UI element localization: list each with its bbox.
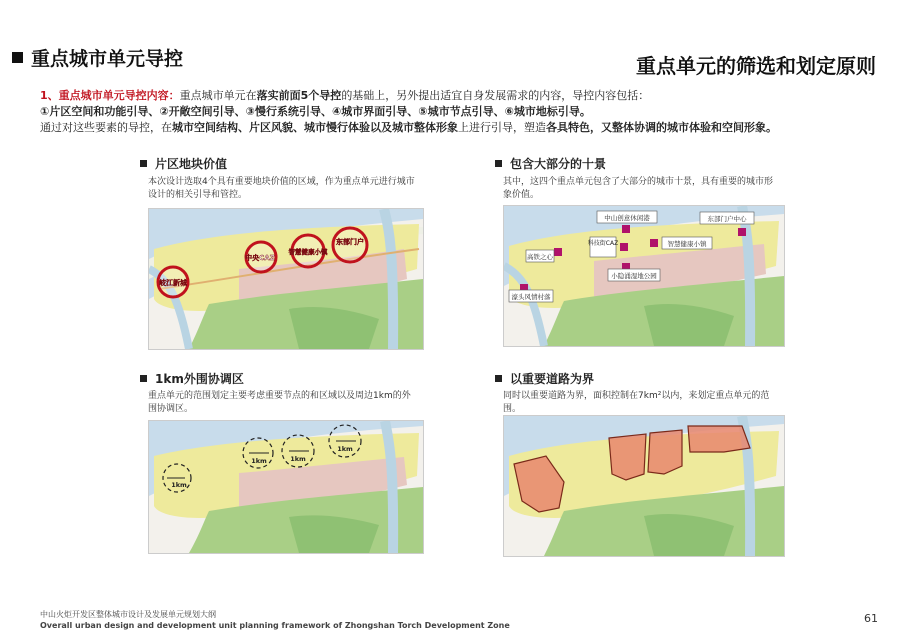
intro-text: 重点城市单元在 xyxy=(179,89,257,102)
page-heading: 重点单元的筛选和划定原则 xyxy=(636,54,876,78)
intro-bold: 城市空间结构、片区风貌、城市慢行体验以及城市整体形象 xyxy=(172,121,458,134)
intro-bold: 各具特色，又整体协调的城市体验和空间形象。 xyxy=(546,121,777,134)
map-label: 东部门户中心 xyxy=(707,215,747,223)
panel-description: 重点单元的范围划定主要考虑重要节点的和区域以及周边1km的外围协调区。 xyxy=(148,391,411,414)
panel-title xyxy=(495,155,606,172)
unit-boundary xyxy=(648,430,682,474)
scene-marker xyxy=(622,225,630,233)
panel-title-text: 片区地块价值 xyxy=(155,157,228,171)
map-road-boundary xyxy=(503,415,785,557)
map-plot-value xyxy=(148,208,424,350)
intro-text: 通过对这些要素的导控，在 xyxy=(40,121,172,134)
map-label: 智慧健康小镇 xyxy=(288,248,328,256)
panel-title xyxy=(495,370,594,387)
map-label: 中央CAZ xyxy=(245,254,275,262)
section-title-text: 重点城市单元导控 xyxy=(31,48,184,70)
footer-en: Overall urban design and development unit planning framework of Zhongshan Torch Development Zone xyxy=(40,621,510,630)
panel-title xyxy=(140,370,244,387)
intro-bold: ①片区空间和功能引导、②开敞空间引导、③慢行系统引导、④城市界面引导、⑤城市节点引导、⑥城市地标引导。 xyxy=(40,105,591,118)
unit-boundary xyxy=(609,434,646,480)
square-bullet-icon xyxy=(495,160,502,167)
map-label: 1km xyxy=(337,445,353,453)
square-bullet-icon xyxy=(12,52,23,63)
scene-marker xyxy=(650,239,658,247)
map-label: 小隐涌湿地公园 xyxy=(611,272,657,280)
intro-paragraph xyxy=(40,88,880,136)
map-label: 1km xyxy=(290,455,306,463)
unit-boundary xyxy=(688,426,750,452)
square-bullet-icon xyxy=(495,375,502,382)
panel-description: 同时以重要道路为界，面积控制在7km²以内，来划定重点单元的范围。 xyxy=(503,391,770,414)
scene-marker xyxy=(738,228,746,236)
map-label: 中山创意休闲港 xyxy=(604,214,650,222)
panel-title-text: 包含大部分的十景 xyxy=(510,157,607,171)
intro-line-3 xyxy=(40,120,880,136)
panel-title-text: 1km外围协调区 xyxy=(155,372,244,386)
scene-marker xyxy=(620,243,628,251)
intro-line-2 xyxy=(40,104,880,120)
square-bullet-icon xyxy=(140,375,147,382)
map-label: 东部门户 xyxy=(336,238,364,246)
panel-description: 其中，这四个重点单元包含了大部分的城市十景，具有重要的城市形象价值。 xyxy=(503,177,774,200)
intro-text: 上进行引导，塑造 xyxy=(458,121,546,134)
map-label: 智慧健康小镇 xyxy=(667,240,707,248)
intro-line-1 xyxy=(40,88,880,104)
panel-title-text: 以重要道路为界 xyxy=(510,372,595,386)
map-ten-scenes xyxy=(503,205,785,347)
square-bullet-icon xyxy=(140,160,147,167)
intro-bold: 落实前面5个导控 xyxy=(256,89,342,102)
panel-description: 本次设计选取4个具有重要地块价值的区域，作为重点单元进行城市设计的相关引导和管控。 xyxy=(148,177,415,200)
panel-title xyxy=(140,155,227,172)
map-label: 高铁之心 xyxy=(527,253,553,261)
map-label: 岐江新城 xyxy=(159,279,187,287)
section-title xyxy=(12,44,183,71)
footer-cn: 中山火炬开发区整体城市设计及发展单元规划大纲 xyxy=(40,610,216,619)
map-label: 科技街CAZ xyxy=(587,240,619,247)
intro-text: 的基础上，另外提出适宜自身发展需求的内容，导控内容包括： xyxy=(341,89,650,102)
intro-label: 1、重点城市单元导控内容： xyxy=(40,89,180,102)
map-label: 1km xyxy=(171,481,187,489)
map-buffer-zone xyxy=(148,420,424,554)
map-label: 濠头风情村落 xyxy=(511,293,551,301)
scene-marker xyxy=(554,248,562,256)
page-number: 61 xyxy=(864,612,878,625)
map-label: 1km xyxy=(251,457,267,465)
